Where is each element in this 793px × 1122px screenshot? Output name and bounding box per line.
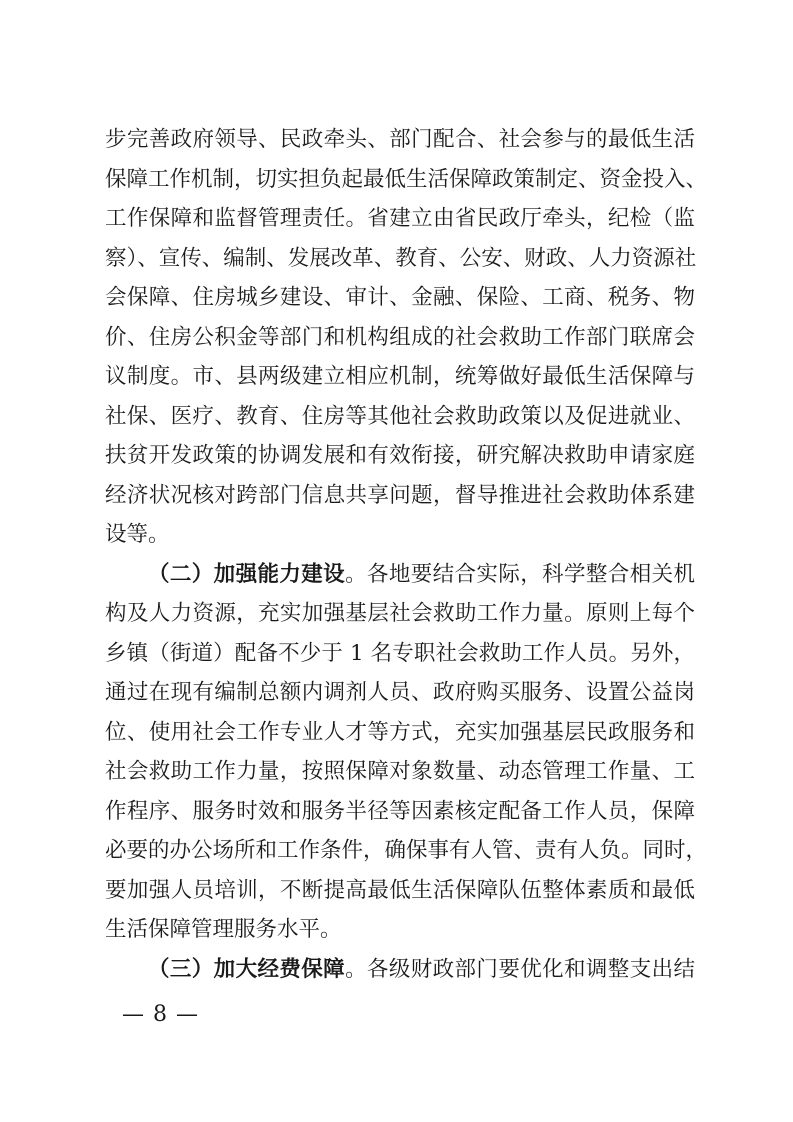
text-line: 要加强人员培训，不断提高最低生活保障队伍整体素质和最低 — [105, 877, 695, 903]
text-run: 。各地要结合实际，科学整合相关机 — [345, 561, 695, 587]
paragraph-first-line — [105, 555, 695, 595]
text-line: 位、使用社会工作专业人才等方式，充实加强基层民政服务和 — [105, 719, 695, 745]
text-line: 乡镇（街道）配备不少于 1 名专职社会救助工作人员。另外， — [105, 640, 695, 666]
text-line: 设等。 — [105, 522, 170, 547]
text-line: 作程序、服务时效和服务半径等因素核定配备工作人员，保障 — [105, 798, 695, 824]
text-line: 会保障、住房城乡建设、审计、金融、保险、工商、税务、物 — [105, 285, 695, 310]
text-line: 社保、医疗、教育、住房等其他社会救助政策以及促进就业、 — [105, 403, 695, 429]
text-line: 社会救助工作力量，按照保障对象数量、动态管理工作量、工 — [105, 759, 695, 784]
text-line: 价、住房公积金等部门和机构组成的社会救助工作部门联席会 — [105, 324, 695, 350]
text-line: 察）、宣传、编制、发展改革、教育、公安、财政、人力资源社 — [105, 245, 697, 271]
paragraph-1 — [105, 120, 708, 555]
paragraph-3 — [105, 950, 695, 990]
paragraph-2 — [105, 555, 708, 950]
page-number: — 8 — — [122, 1002, 199, 1027]
text-line: 工作保障和监督管理责任。省建立由省民政厅牵头，纪检（监 — [105, 206, 695, 231]
text-line: 构及人力资源，充实加强基层社会救助工作力量。原则上每个 — [105, 601, 695, 626]
section-heading: （二）加强能力建设 — [148, 561, 346, 587]
text-line: 必要的办公场所和工作条件，确保事有人管、责有人负。同时， — [105, 838, 708, 863]
text-run: 。各级财政部门要优化和调整支出结 — [345, 956, 695, 982]
body-text — [105, 120, 708, 989]
text-line: 生活保障管理服务水平。 — [105, 917, 342, 942]
text-line: 扶贫开发政策的协调发展和有效衔接，研究解决救助申请家庭 — [105, 443, 695, 468]
text-line: 步完善政府领导、民政牵头、部门配合、社会参与的最低生活 — [105, 127, 695, 152]
section-heading: （三）加大经费保障 — [148, 956, 346, 982]
text-line: 经济状况核对跨部门信息共享问题，督导推进社会救助体系建 — [105, 482, 695, 508]
text-line: 保障工作机制，切实担负起最低生活保障政策制定、资金投入、 — [105, 166, 708, 192]
text-line: 议制度。市、县两级建立相应机制，统筹做好最低生活保障与 — [105, 364, 695, 389]
paragraph-first-line — [105, 950, 695, 990]
text-line: 通过在现有编制总额内调剂人员、政府购买服务、设置公益岗 — [105, 680, 695, 705]
